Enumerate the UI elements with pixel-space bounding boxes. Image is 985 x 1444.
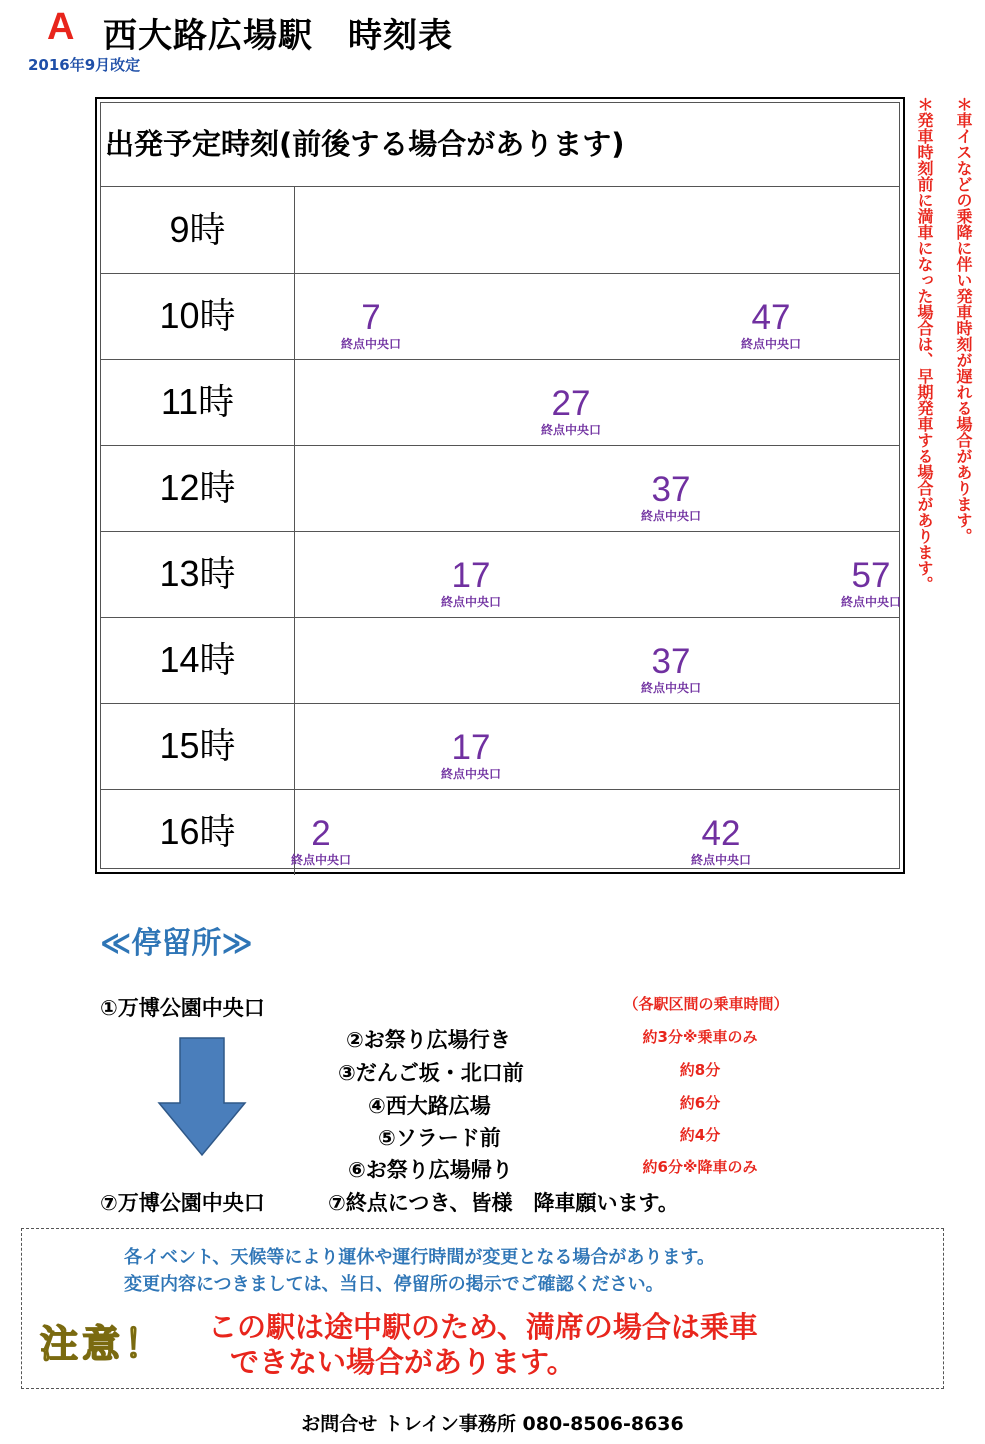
stop-end: ⑦万博公園中央口 bbox=[100, 1191, 265, 1215]
hour-label: 13時 bbox=[101, 531, 295, 617]
side-note-early-departure: ＊発車時刻前に満車になった場合は、早期発車する場合があります。 bbox=[915, 96, 934, 592]
stop-3: ③だんご坂・北口前 bbox=[338, 1061, 524, 1085]
warning-line-2: できない場合があります。 bbox=[230, 1345, 576, 1379]
departure-minute: 57 bbox=[851, 556, 891, 595]
departure-destination: 終点中央口 bbox=[690, 853, 751, 867]
timetable-row bbox=[101, 445, 899, 532]
stop-4: ④西大路広場 bbox=[368, 1094, 491, 1118]
timetable-row bbox=[101, 273, 899, 360]
departure-destination: 終点中央口 bbox=[840, 595, 901, 609]
route-letter: A bbox=[47, 6, 75, 48]
departure-destination: 終点中央口 bbox=[340, 337, 401, 351]
timetable-frame bbox=[100, 102, 900, 869]
departure-minute: 37 bbox=[651, 642, 691, 681]
departure-destination: 終点中央口 bbox=[440, 595, 501, 609]
departure bbox=[316, 273, 426, 359]
stops-title: ≪停留所≫ bbox=[100, 926, 253, 961]
departure-minute: 17 bbox=[451, 556, 491, 595]
ride-time-5: 約4分 bbox=[679, 1126, 721, 1144]
hour-label: 15時 bbox=[101, 703, 295, 789]
departure bbox=[416, 703, 526, 789]
hour-label: 9時 bbox=[101, 187, 295, 273]
side-note-wheelchair: ＊車イスなどの乗降に伴い発車時刻が遅れる場合があります。 bbox=[954, 96, 973, 544]
ride-time-4: 約6分 bbox=[679, 1094, 721, 1112]
timetable-row bbox=[101, 789, 899, 875]
departure-destination: 終点中央口 bbox=[640, 681, 701, 695]
timetable-row bbox=[101, 187, 899, 274]
notice-box bbox=[21, 1228, 944, 1389]
hour-label: 14時 bbox=[101, 617, 295, 703]
down-arrow-icon bbox=[157, 1037, 247, 1157]
departure bbox=[416, 531, 526, 617]
departure-minute: 42 bbox=[701, 814, 741, 853]
hour-label: 10時 bbox=[101, 273, 295, 359]
stop-5: ⑤ソラード前 bbox=[378, 1126, 501, 1150]
hour-label: 16時 bbox=[101, 789, 295, 875]
stop-6: ⑥お祭り広場帰り bbox=[348, 1158, 513, 1182]
departure-destination: 終点中央口 bbox=[640, 509, 701, 523]
departure-minute: 47 bbox=[751, 298, 791, 337]
notice-line-1: 各イベント、天候等により運休や運行時間が変更となる場合があります。 bbox=[124, 1247, 715, 1268]
departure-destination: 終点中央口 bbox=[740, 337, 801, 351]
timetable-row bbox=[101, 617, 899, 704]
stop-start: ①万博公園中央口 bbox=[100, 996, 265, 1020]
timetable-heading: 出発予定時刻(前後する場合があります) bbox=[101, 103, 899, 187]
stop-2: ②お祭り広場行き bbox=[346, 1028, 511, 1052]
departure bbox=[516, 359, 626, 445]
ride-time-2: 約3分※乗車のみ bbox=[642, 1028, 758, 1046]
departure-minute: 27 bbox=[551, 384, 591, 423]
timetable bbox=[95, 97, 905, 874]
departure bbox=[666, 789, 776, 875]
timetable-row bbox=[101, 703, 899, 790]
ride-time-3: 約8分 bbox=[679, 1061, 721, 1079]
departure-destination: 終点中央口 bbox=[440, 767, 501, 781]
departure bbox=[266, 789, 376, 875]
stop-end-note: ⑦終点につき、皆様 降車願います。 bbox=[328, 1191, 679, 1215]
hour-label: 11時 bbox=[101, 359, 295, 445]
departure-destination: 終点中央口 bbox=[290, 853, 351, 867]
departure bbox=[716, 273, 826, 359]
notice-line-2: 変更内容につきましては、当日、停留所の掲示でご確認ください。 bbox=[124, 1274, 664, 1295]
page-title: 西大路広場駅 時刻表 bbox=[103, 16, 453, 56]
departure-minute: 7 bbox=[361, 298, 381, 337]
ride-time-header: （各駅区間の乗車時間） bbox=[623, 995, 789, 1013]
departure-minute: 2 bbox=[311, 814, 331, 853]
departure-minute: 17 bbox=[451, 728, 491, 767]
departure-minute: 37 bbox=[651, 470, 691, 509]
departure-destination: 終点中央口 bbox=[540, 423, 601, 437]
warning-line-1: この駅は途中駅のため、満席の場合は乗車 bbox=[208, 1310, 758, 1344]
departure bbox=[616, 617, 726, 703]
contact-info: お問合せ トレイン事務所 080-8506-8636 bbox=[301, 1413, 684, 1435]
ride-time-6: 約6分※降車のみ bbox=[642, 1158, 758, 1176]
timetable-row bbox=[101, 531, 899, 618]
caution-label: 注意！ bbox=[40, 1321, 167, 1366]
departure bbox=[816, 531, 926, 617]
departure bbox=[616, 445, 726, 531]
revision-date: 2016年9月改定 bbox=[28, 56, 141, 74]
timetable-row bbox=[101, 359, 899, 446]
hour-label: 12時 bbox=[101, 445, 295, 531]
